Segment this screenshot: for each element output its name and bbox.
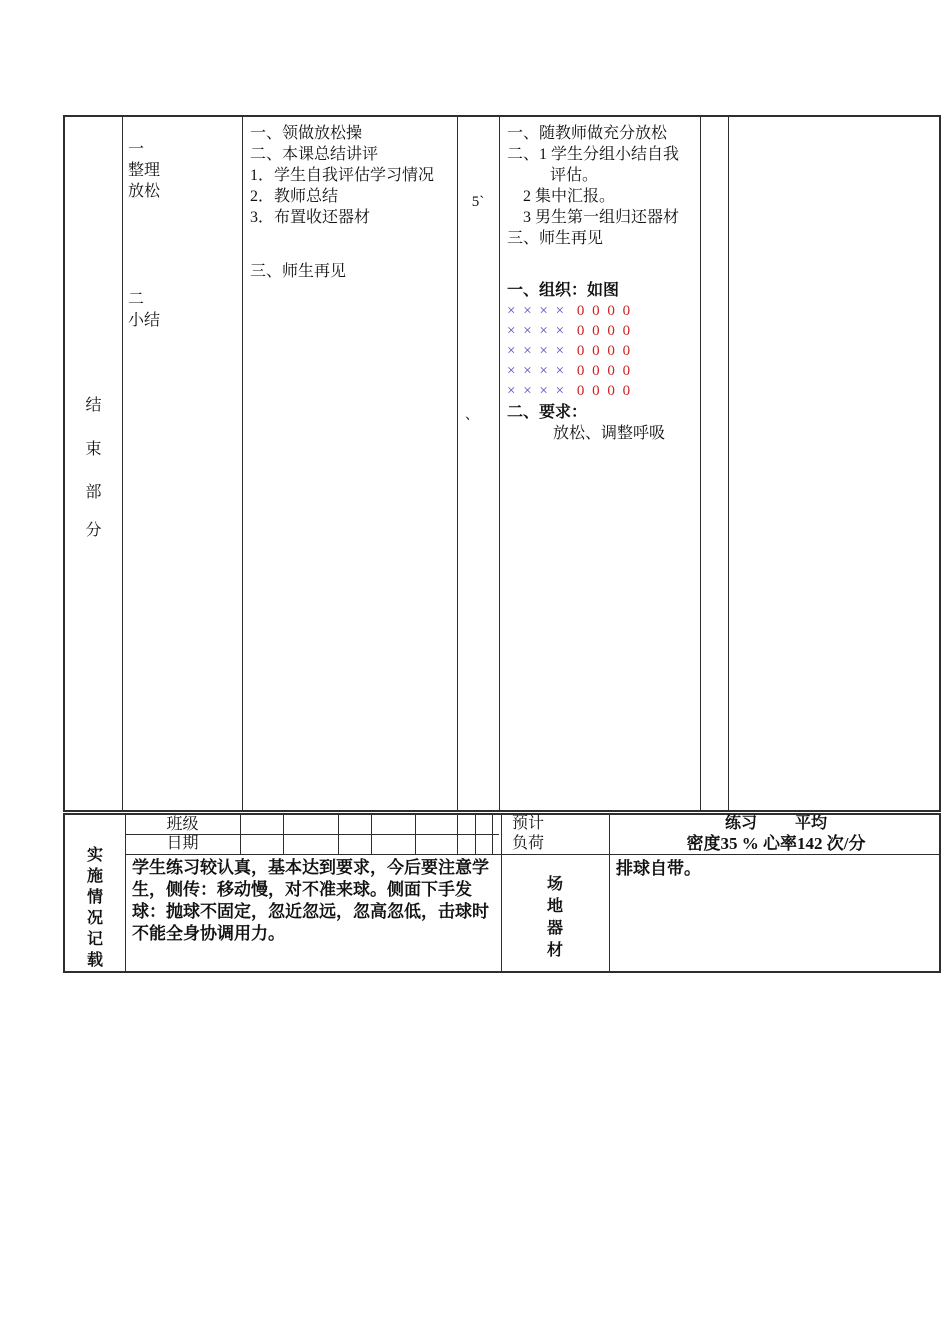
load-label-line: 预计 [512, 815, 545, 832]
record-label-char: 记 [86, 931, 103, 948]
stage-char: 结 [85, 397, 102, 414]
activity-line: 3 男生第一组归还器材 [523, 209, 680, 226]
date-label: 日期 [166, 835, 199, 852]
main-table-vline-4 [499, 117, 500, 810]
record-label-char: 情 [86, 889, 103, 906]
stage-char: 束 [85, 441, 102, 458]
formation-o-marks: 0 0 0 0 [576, 343, 633, 359]
record-text-line: 不能全身协调用力。 [132, 924, 285, 943]
main-table-vline-2 [242, 117, 243, 810]
record-label-char: 实 [86, 847, 103, 864]
record-label-char: 载 [86, 952, 103, 969]
load-value-detail-line: 密度35 % 心率142 次/分 [686, 834, 866, 853]
formation-x-marks: × × × × [507, 343, 567, 359]
activity-line: 三、师生再见 [507, 230, 604, 247]
record-label-char: 施 [86, 868, 103, 885]
equipment-label-cell [501, 815, 609, 971]
record-text-line: 学生练习较认真，基本达到要求，今后要注意学 [132, 858, 489, 877]
load-label-line: 负荷 [512, 835, 545, 852]
equipment-text: 排球自带。 [616, 859, 701, 878]
formation-row [507, 361, 699, 381]
formation-row [507, 381, 699, 401]
formation-o-marks: 0 0 0 0 [576, 303, 633, 319]
content-line: 2．教师总结 [250, 188, 339, 205]
main-table-vline-6 [728, 117, 729, 810]
equipment-label-char: 地 [546, 898, 563, 915]
phase-line: 放松 [128, 183, 161, 200]
content-cell [250, 123, 450, 282]
activity-line: 2 集中汇报。 [523, 188, 616, 205]
activity-line: 评估。 [550, 167, 599, 184]
organization-cell [507, 123, 699, 444]
time-cell: 5` [471, 194, 485, 210]
equipment-label-char: 材 [546, 942, 563, 959]
record-label-char: 况 [86, 910, 103, 927]
record-text-line: 球：抛球不固定，忽近忽远，忽高忽低，击球时 [132, 902, 489, 921]
formation-o-marks: 0 0 0 0 [576, 363, 633, 379]
load-value-top-line [609, 814, 943, 834]
main-table-vline-3 [457, 117, 458, 810]
content-line: 一、领做放松操 [250, 125, 363, 142]
load-value-cell [609, 814, 943, 854]
stage-char: 分 [85, 522, 102, 539]
requirement-text: 放松、调整呼吸 [553, 425, 666, 442]
formation-row [507, 321, 699, 341]
content-line: 3．布置收还器材 [250, 209, 371, 226]
activity-line: 二、1 学生分组小结自我 [507, 146, 680, 163]
time-stray-mark: 、 [465, 408, 479, 423]
formation-x-marks: × × × × [507, 363, 567, 379]
average-label: 平均 [795, 815, 828, 832]
formation-x-marks: × × × × [507, 383, 567, 399]
record-text-line: 生，侧传：移动慢，对不准来球。侧面下手发 [132, 880, 472, 899]
formation-o-marks: 0 0 0 0 [576, 383, 633, 399]
phase-line: 二 [128, 291, 145, 308]
content-line: 1．学生自我评估学习情况 [250, 167, 435, 184]
main-table [63, 115, 941, 812]
main-table-vline-5 [700, 117, 701, 810]
formation-row [507, 341, 699, 361]
record-table [63, 813, 941, 973]
record-label-cell [65, 815, 125, 971]
stage-char: 部 [85, 484, 102, 501]
class-label: 班级 [166, 816, 199, 833]
record-text-cell [132, 857, 500, 945]
equipment-label-char: 场 [546, 876, 563, 893]
requirement-heading: 二、要求： [507, 404, 588, 421]
formation-o-marks: 0 0 0 0 [576, 323, 633, 339]
phase-line: 整理 [128, 162, 161, 179]
main-table-vline-1 [122, 117, 123, 810]
formation-x-marks: × × × × [507, 303, 567, 319]
equipment-label-char: 器 [546, 920, 563, 937]
activity-line: 一、随教师做充分放松 [507, 125, 668, 142]
stage-cell [65, 117, 122, 810]
phase-line: 一 [128, 141, 145, 158]
phase-group-2 [128, 289, 160, 331]
phase-group-1 [128, 139, 160, 202]
content-farewell-line: 三、师生再见 [250, 263, 347, 280]
practice-label: 练习 [724, 815, 757, 832]
formation-x-marks: × × × × [507, 323, 567, 339]
formation-row [507, 301, 699, 321]
organization-heading: 一、组织：如图 [507, 282, 620, 299]
content-line: 二、本课总结讲评 [250, 146, 379, 163]
phase-line: 小结 [128, 312, 161, 329]
